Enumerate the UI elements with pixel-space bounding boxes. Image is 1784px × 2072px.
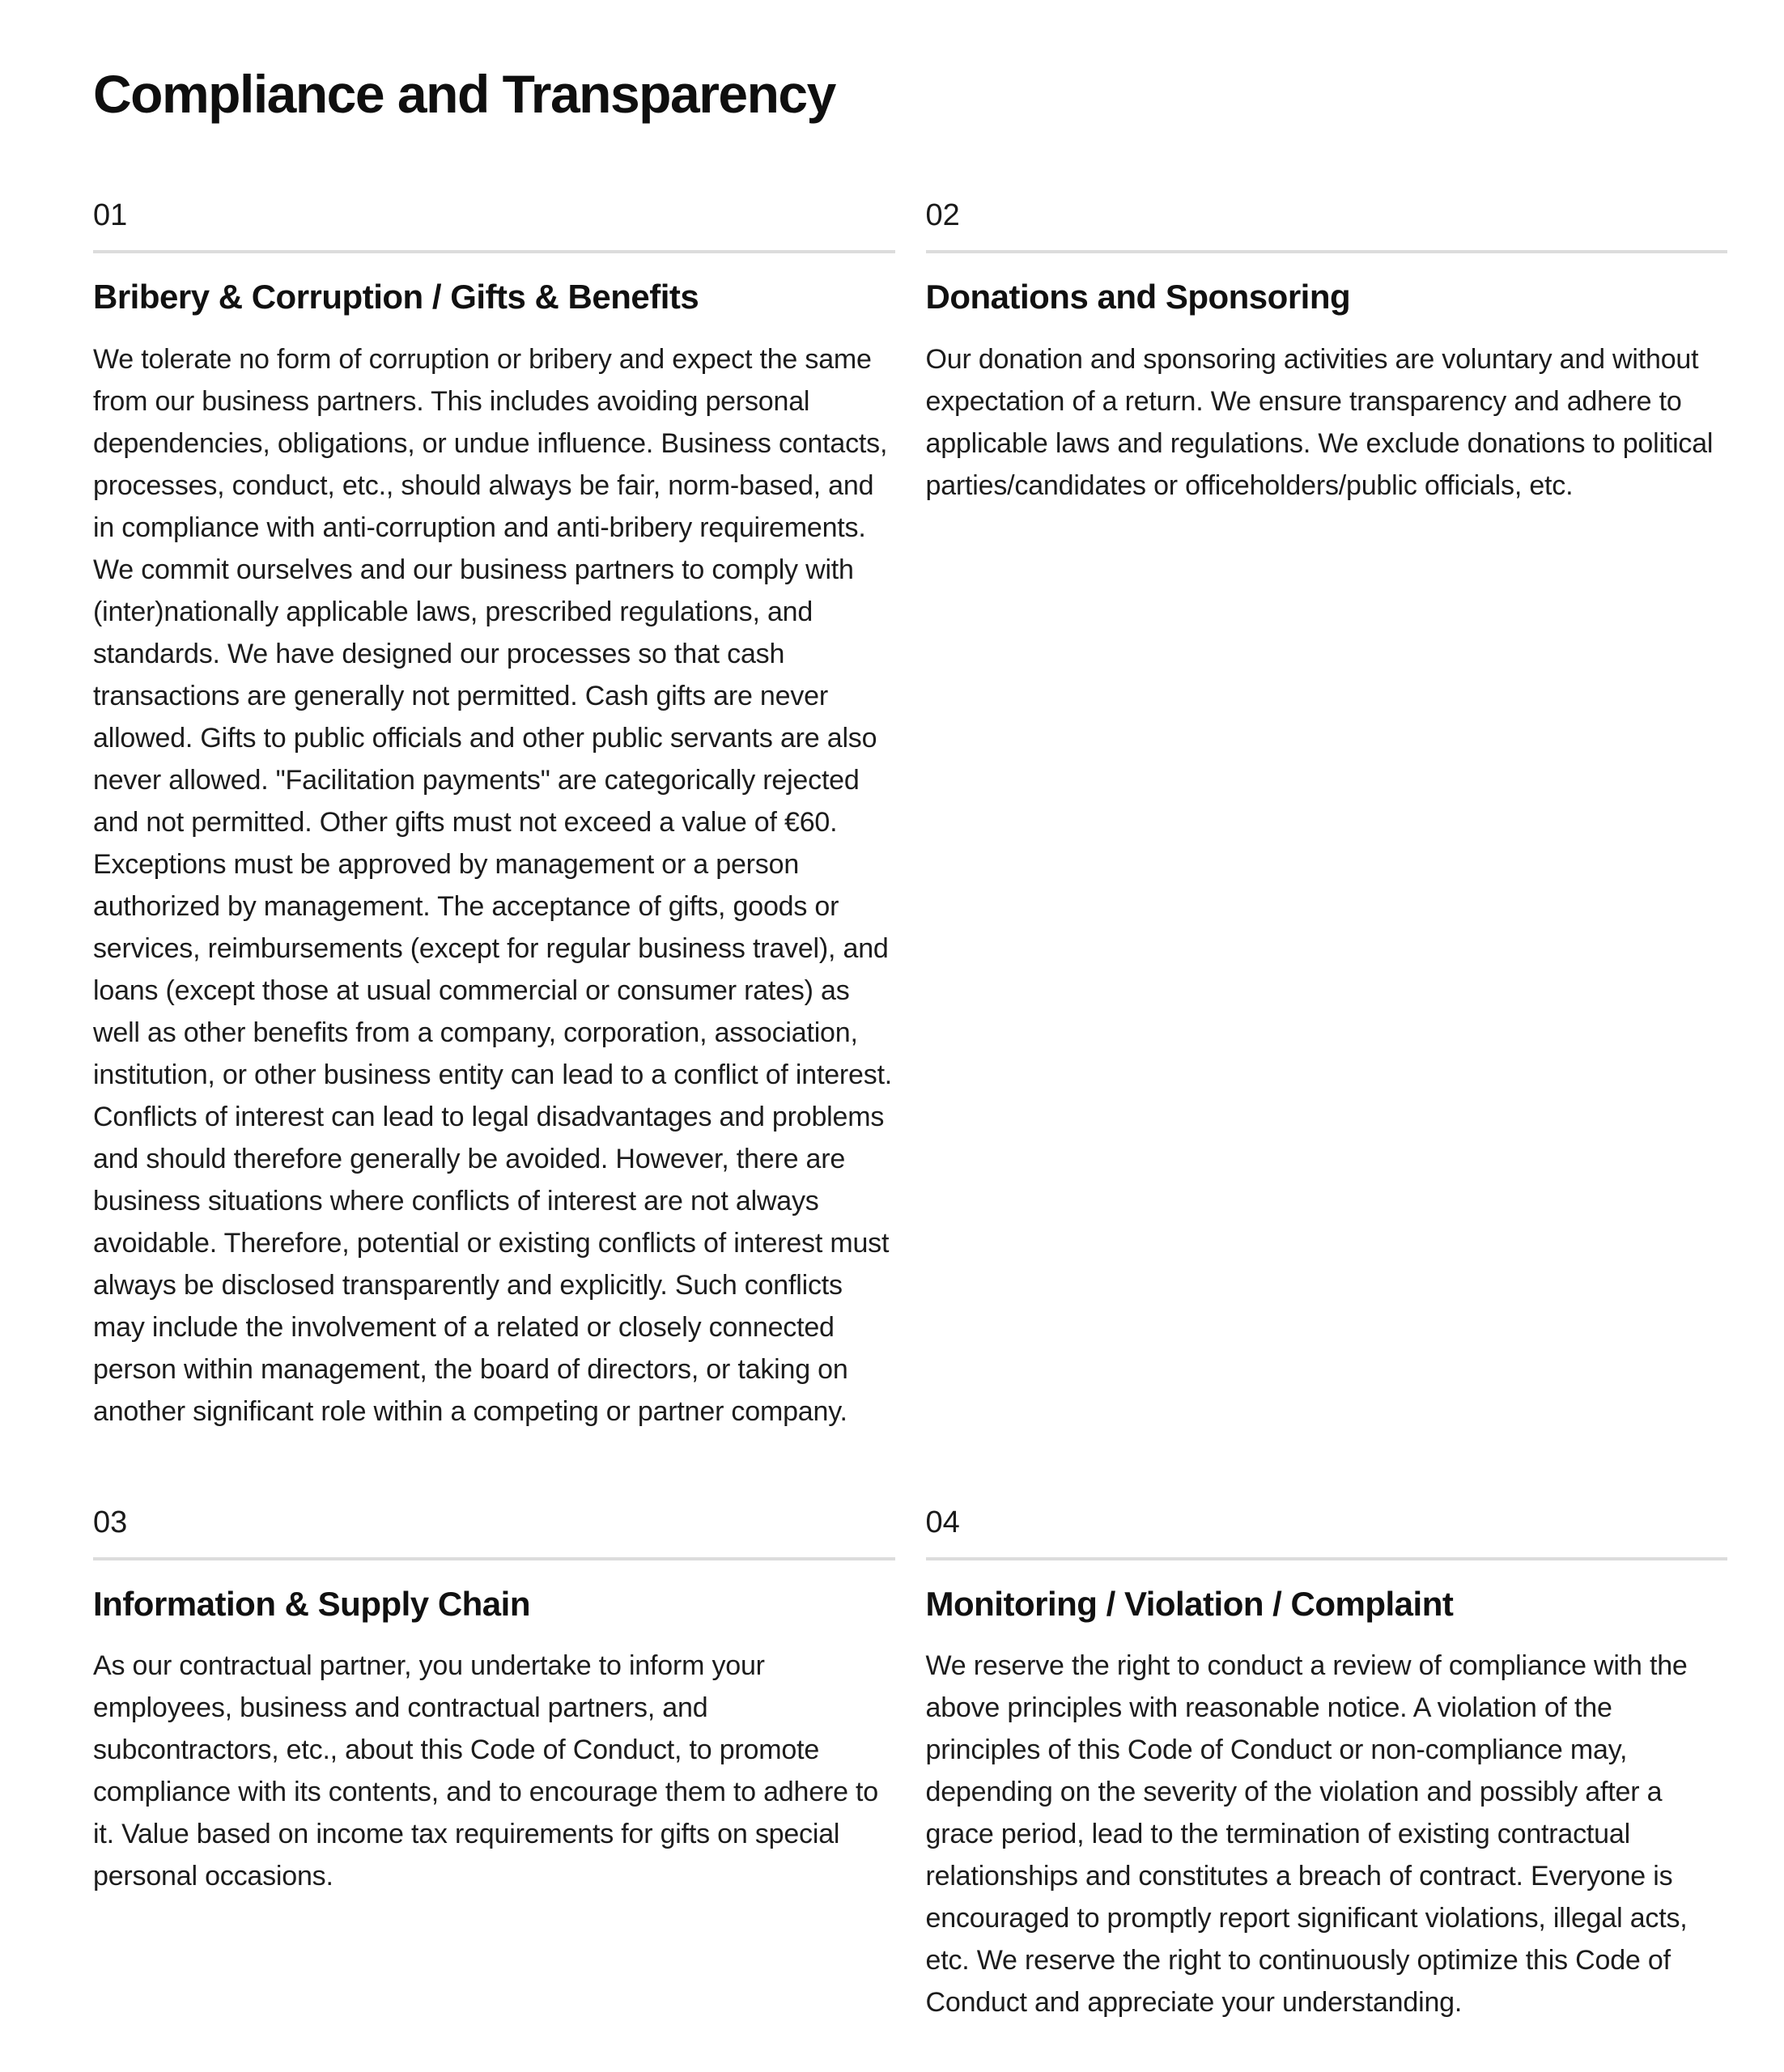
code-of-conduct-section [926, 1507, 1728, 2023]
code-of-conduct-section [926, 200, 1728, 506]
section-body-text: We tolerate no form of corruption or bribery and expect the same from our business partners. This includes avoiding personal dependencies, obligations, or undue influence. Business contacts, processes, conduct, etc., should always be fair, norm-based, and in compliance with anti-corruption and anti-bribery requirements. We commit ourselves and our business partners to comply with (inter)nationally applicable laws, prescribed regulations, and standards. We have designed our processes so that cash transactions are generally not permitted. Cash gifts are never allowed. Gifts to public officials and other public servants are also never allowed. "Facilitation payments" are categorically rejected and not permitted. Other gifts must not exceed a value of €60. Exceptions must be approved by management or a person authorized by management. The acceptance of gifts, goods or services, reimbursements (except for regular business travel), and loans (except those at usual commercial or consumer rates) as well as other benefits from a company, corporation, association, institution, or other business entity can lead to a conflict of interest. Conflicts of interest can lead to legal disadvantages and problems and should therefore generally be avoided. However, there are business situations where conflicts of interest are not always avoidable. Therefore, potential or existing conflicts of interest must always be disclosed transparently and explicitly. Such conflicts may include the involvement of a related or closely connected person within management, the board of directors, or taking on another significant role within a competing or partner company. [93, 343, 893, 1427]
section-number: 02 [925, 198, 960, 233]
section-heading: Bribery & Corruption / Gifts & Benefits [93, 278, 699, 316]
section-body-text: We reserve the right to conduct a review of compliance with the above principles with reasonable notice. A violation of the principles of this Code of Conduct or non-compliance may, depending on the severity of the violation and possibly after a grace period, lead to the termination of existing contractual relationships and constitutes a breach of contract. Everyone is encouraged to promptly report significant violations, illegal acts, etc. We reserve the right to continuously optimize this Code of Conduct and appreciate your understanding. [925, 1650, 1688, 2018]
sections-grid [93, 200, 1727, 2023]
code-of-conduct-section [93, 1507, 895, 1897]
section-heading: Donations and Sponsoring [925, 278, 1351, 316]
section-number: 03 [93, 1505, 128, 1539]
section-number: 01 [93, 198, 128, 233]
page-title: Compliance and Transparency [93, 64, 835, 124]
section-body-text: As our contractual partner, you undertake to inform your employees, business and contractual partners, and subcontractors, etc., about this Code of Conduct, to promote compliance with its contents, and to encourage them to adhere to it. Value based on income tax requirements for gifts on special personal occasions. [93, 1650, 879, 1892]
section-divider [93, 1557, 895, 1560]
code-of-conduct-section [93, 200, 895, 1432]
section-divider [926, 1557, 1728, 1560]
section-divider [93, 250, 895, 253]
section-number: 04 [925, 1505, 960, 1539]
section-divider [926, 250, 1728, 253]
section-body-text: Our donation and sponsoring activities are voluntary and without expectation of a return. We ensure transparency and adhere to applicable laws and regulations. We exclude donations to political parties/candidates or officeholders/public officials, etc. [925, 343, 1714, 501]
section-heading: Monitoring / Violation / Complaint [925, 1584, 1454, 1623]
section-heading: Information & Supply Chain [93, 1584, 530, 1623]
